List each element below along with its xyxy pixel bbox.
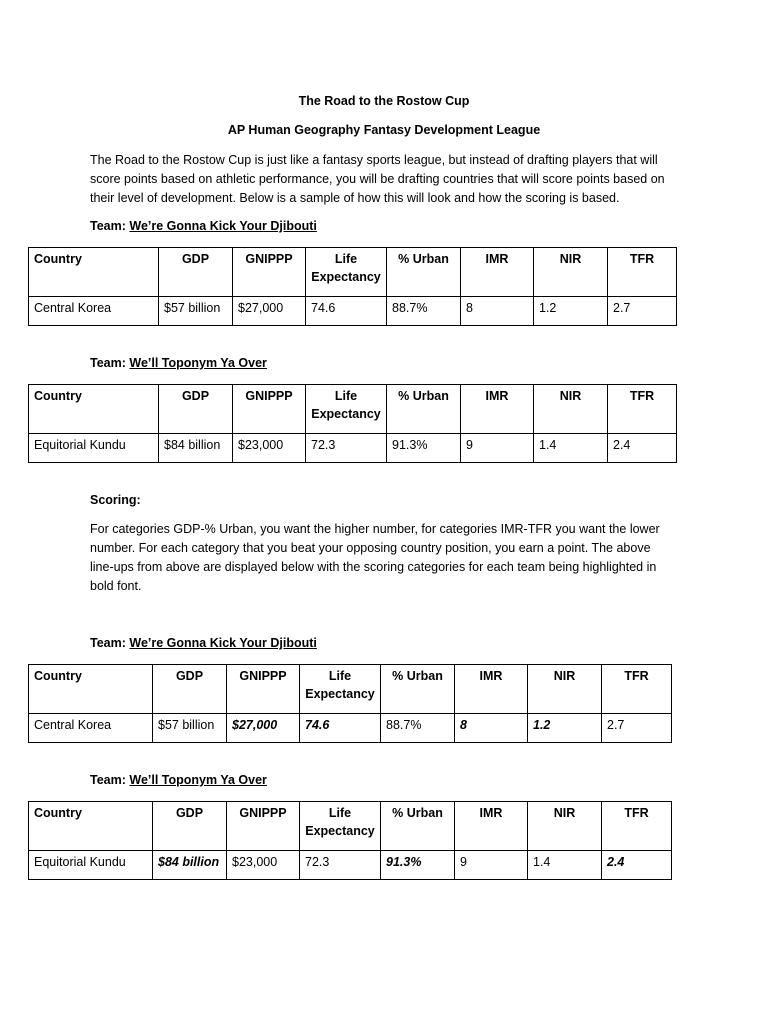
team-label [90, 219, 317, 233]
table-cell: $57 billion [159, 297, 233, 326]
table-header-row [29, 665, 672, 714]
table-cell: 9 [461, 434, 534, 463]
table-cell: 74.6 [306, 297, 387, 326]
header-cell: % Urban [381, 665, 455, 714]
table-cell: 2.4 [608, 434, 677, 463]
scoring-heading: Scoring: [90, 493, 141, 507]
table-cell: 72.3 [306, 434, 387, 463]
table-cell: Equitorial Kundu [29, 434, 159, 463]
table-header-row [29, 248, 677, 297]
team-prefix: Team: [90, 356, 126, 370]
scored-team-table [28, 664, 672, 743]
header-cell: GDP [153, 665, 227, 714]
table-cell: Central Korea [29, 714, 153, 743]
header-cell: Life Expectancy [306, 385, 387, 434]
table-cell: 88.7% [381, 714, 455, 743]
table-header-row [29, 802, 672, 851]
header-cell: IMR [455, 802, 528, 851]
team-name: We’re Gonna Kick Your Djibouti [129, 219, 317, 233]
winning-cell: 2.4 [602, 851, 672, 880]
header-cell: Life Expectancy [300, 802, 381, 851]
table-cell: $23,000 [233, 434, 306, 463]
table-cell: 88.7% [387, 297, 461, 326]
header-cell: Country [29, 385, 159, 434]
header-cell: % Urban [387, 385, 461, 434]
header-cell: IMR [455, 665, 528, 714]
header-cell: TFR [608, 385, 677, 434]
header-cell: Country [29, 665, 153, 714]
header-cell: IMR [461, 248, 534, 297]
table-cell: 8 [461, 297, 534, 326]
header-cell: GDP [159, 385, 233, 434]
team-label [90, 356, 267, 370]
table-cell: $27,000 [233, 297, 306, 326]
table-row [29, 297, 677, 326]
header-cell: TFR [602, 665, 672, 714]
header-cell: TFR [602, 802, 672, 851]
header-cell: NIR [534, 248, 608, 297]
header-cell: Country [29, 248, 159, 297]
team-prefix: Team: [90, 636, 126, 650]
header-cell: GDP [153, 802, 227, 851]
table-row [29, 714, 672, 743]
table-cell: 1.4 [534, 434, 608, 463]
winning-cell: 8 [455, 714, 528, 743]
team-label [90, 636, 317, 650]
winning-cell: 74.6 [300, 714, 381, 743]
header-cell: % Urban [381, 802, 455, 851]
table-cell: 91.3% [387, 434, 461, 463]
header-cell: GNIPPP [227, 665, 300, 714]
table-cell: 9 [455, 851, 528, 880]
header-cell: TFR [608, 248, 677, 297]
header-cell: GNIPPP [227, 802, 300, 851]
team-table [28, 384, 677, 463]
table-cell: $84 billion [159, 434, 233, 463]
table-cell: $23,000 [227, 851, 300, 880]
header-cell: Country [29, 802, 153, 851]
page-subtitle: AP Human Geography Fantasy Development League [227, 123, 541, 137]
winning-cell: 91.3% [381, 851, 455, 880]
header-cell: GNIPPP [233, 248, 306, 297]
header-cell: % Urban [387, 248, 461, 297]
table-cell: 2.7 [608, 297, 677, 326]
winning-cell: 1.2 [528, 714, 602, 743]
scoring-paragraph: For categories GDP-% Urban, you want the higher number, for categories IMR-TFR you want the lower number. For each category that you beat your opposing country position, you earn a point. The above line-ups from above are displayed below with the scoring categories for each team being highlighted in bold font. [90, 522, 660, 593]
team-name: We’ll Toponym Ya Over [129, 773, 267, 787]
table-row [29, 851, 672, 880]
header-cell: GDP [159, 248, 233, 297]
team-name: We’ll Toponym Ya Over [129, 356, 267, 370]
team-label [90, 773, 267, 787]
table-cell: 1.4 [528, 851, 602, 880]
page-title: The Road to the Rostow Cup [298, 94, 470, 108]
header-cell: GNIPPP [233, 385, 306, 434]
team-table [28, 247, 677, 326]
header-cell: IMR [461, 385, 534, 434]
scored-team-table [28, 801, 672, 880]
header-cell: NIR [534, 385, 608, 434]
winning-cell: $84 billion [153, 851, 227, 880]
table-cell: $57 billion [153, 714, 227, 743]
header-cell: NIR [528, 802, 602, 851]
header-cell: Life Expectancy [300, 665, 381, 714]
table-header-row [29, 385, 677, 434]
header-cell: NIR [528, 665, 602, 714]
table-cell: 2.7 [602, 714, 672, 743]
table-cell: 1.2 [534, 297, 608, 326]
team-prefix: Team: [90, 773, 126, 787]
table-cell: Equitorial Kundu [29, 851, 153, 880]
table-cell: 72.3 [300, 851, 381, 880]
intro-paragraph: The Road to the Rostow Cup is just like a fantasy sports league, but instead of drafting players that will score points based on athletic performance, you will be drafting countries that will score points based on their level of development. Below is a sample of how this will look and how the scoring is based. [90, 153, 665, 205]
winning-cell: $27,000 [227, 714, 300, 743]
table-row [29, 434, 677, 463]
header-cell: Life Expectancy [306, 248, 387, 297]
team-prefix: Team: [90, 219, 126, 233]
team-name: We’re Gonna Kick Your Djibouti [129, 636, 317, 650]
table-cell: Central Korea [29, 297, 159, 326]
